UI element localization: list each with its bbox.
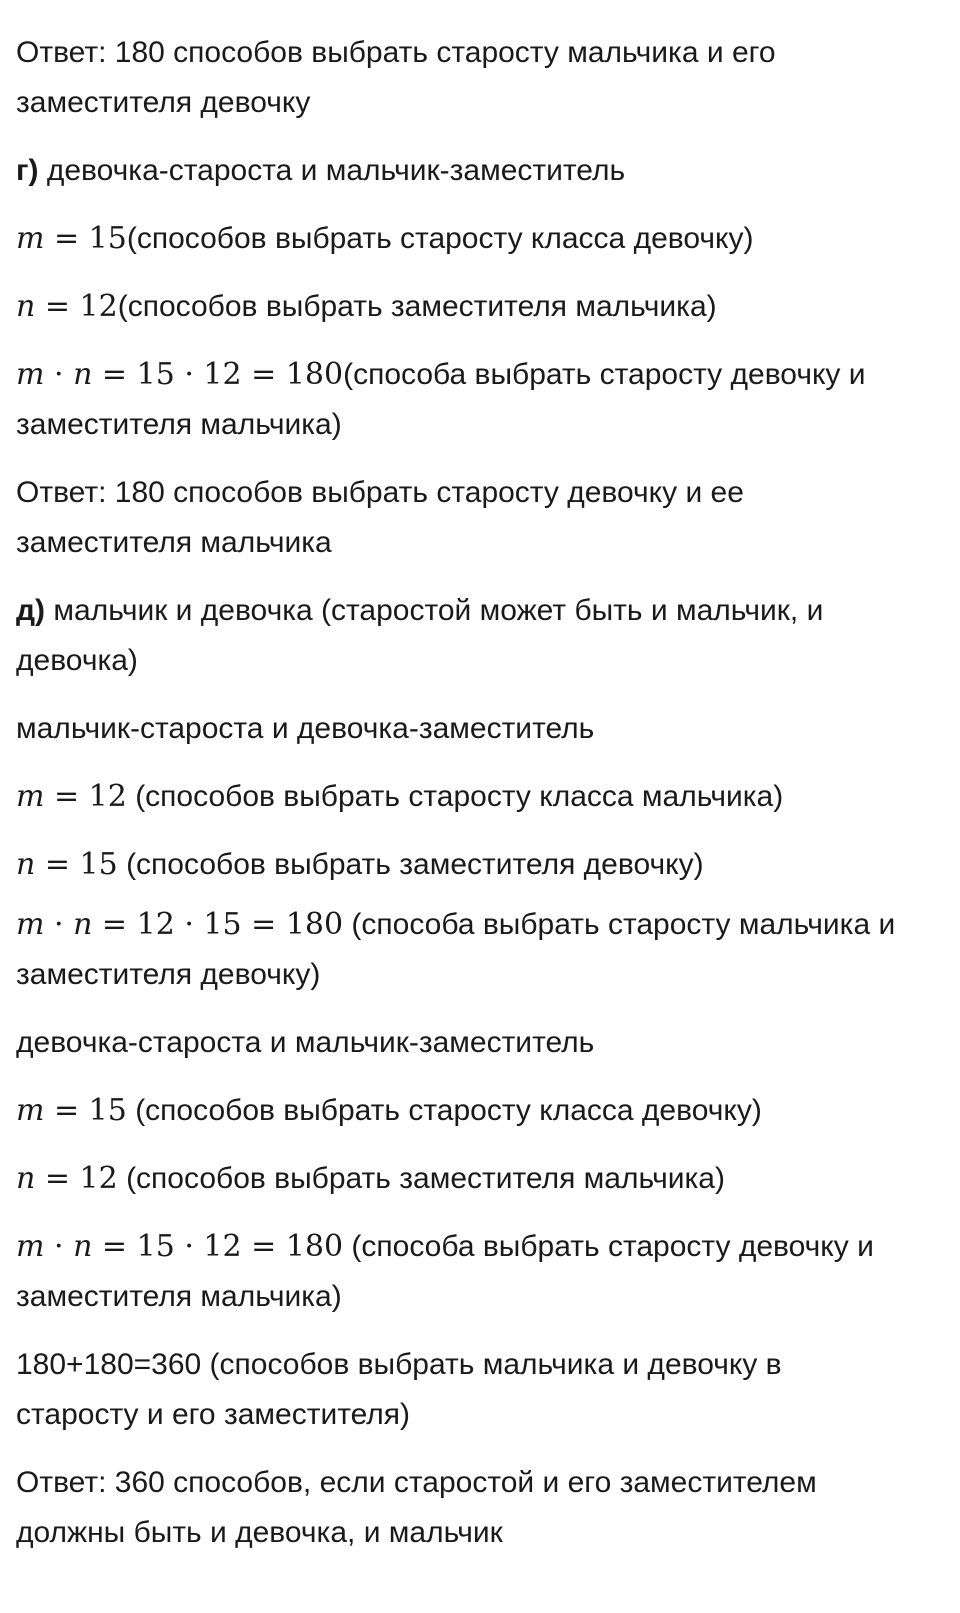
part-d-case1-n-text: (способов выбрать заместителя девочку): [117, 848, 704, 881]
var-n: n: [73, 1229, 93, 1264]
part-d-case2-n-text: (способов выбрать заместителя мальчика): [117, 1162, 725, 1195]
part-g-product-a: 15: [136, 357, 175, 392]
equals-sign: =: [241, 357, 286, 392]
part-g-n-value: 12: [79, 289, 118, 324]
part-d-case1-product-a: 12: [136, 907, 175, 942]
part-d-case1-heading-text: мальчик-староста и девочка-заместитель: [16, 712, 595, 745]
part-g-product-text-line1: (способа выбрать старосту девочку и: [343, 358, 866, 391]
equals-sign: =: [92, 1229, 137, 1264]
part-g-m-math: [16, 221, 127, 256]
part-d-case2-n-formula: [16, 1154, 946, 1204]
part-d-case1-n-value: 15: [79, 847, 118, 882]
part-g-product-result: 180: [285, 357, 344, 392]
var-m: m: [16, 779, 45, 814]
part-d-case2-product-math: [16, 1229, 343, 1264]
equals-sign: =: [35, 289, 80, 324]
var-m: m: [16, 1229, 45, 1264]
equals-sign: =: [35, 1161, 80, 1196]
part-d-case2-product-formula: [16, 1222, 946, 1322]
part-g-n-formula: [16, 282, 946, 332]
part-d-case1-m-math: [16, 779, 127, 814]
part-d-case2-m-text: (способов выбрать старосту класса девочку): [126, 1094, 762, 1127]
var-m: m: [16, 1093, 45, 1128]
part-d-heading-line2: девочка): [16, 644, 138, 677]
answer-previous: [16, 28, 946, 128]
part-d-case1-product-text-line2: заместителя девочку): [16, 958, 321, 991]
var-m: m: [16, 357, 45, 392]
part-d-case1-n-formula: [16, 840, 946, 890]
part-d-case2-product-text-line1: (способа выбрать старосту девочку и: [343, 1230, 874, 1263]
equals-sign: =: [35, 847, 80, 882]
equals-sign: =: [92, 357, 137, 392]
part-d-case1-product-result: 180: [285, 907, 344, 942]
part-g-n-text: (способов выбрать заместителя мальчика): [117, 290, 717, 323]
var-n: n: [73, 907, 93, 942]
part-d-case2-n-value: 12: [79, 1161, 118, 1196]
part-d-sum-line2: старосту и его заместителя): [16, 1398, 411, 1431]
part-d-case2-m-math: [16, 1093, 127, 1128]
part-d-case1-m-text: (способов выбрать старосту класса мальчика): [126, 780, 784, 813]
part-g-answer: [16, 468, 946, 568]
var-m: m: [16, 907, 45, 942]
dot-operator: ·: [44, 907, 74, 942]
part-d-case2-product-text-line2: заместителя мальчика): [16, 1280, 342, 1313]
equals-sign: =: [241, 907, 286, 942]
dot-operator: ·: [44, 1229, 74, 1264]
part-d-case2-product-b: 12: [203, 1229, 242, 1264]
dot-operator: ·: [174, 1229, 204, 1264]
var-n: n: [16, 289, 36, 324]
part-d-sum: [16, 1340, 946, 1440]
part-d-marker: д): [16, 594, 46, 627]
part-d-case1-product-formula: [16, 900, 946, 1000]
part-g-marker: г): [16, 154, 39, 187]
part-g-answer-line1: Ответ: 180 способов выбрать старосту девочку и ее: [16, 476, 744, 509]
dot-operator: ·: [174, 357, 204, 392]
var-n: n: [16, 847, 36, 882]
equals-sign: =: [44, 779, 89, 814]
part-g-product-formula: [16, 350, 946, 450]
part-d-case2-heading: [16, 1018, 946, 1068]
dot-operator: ·: [174, 907, 204, 942]
part-d-case1-m-formula: [16, 772, 946, 822]
part-d-case2-n-math: [16, 1161, 118, 1196]
part-d-heading: [16, 586, 946, 686]
equals-sign: =: [44, 221, 89, 256]
part-d-answer: [16, 1458, 946, 1558]
part-d-case1-m-value: 12: [88, 779, 127, 814]
equals-sign: =: [44, 1093, 89, 1128]
part-g-answer-line2: заместителя мальчика: [16, 526, 332, 559]
part-d-sum-line1: 180+180=360 (способов выбрать мальчика и девочку в: [16, 1348, 782, 1381]
part-d-case2-product-result: 180: [285, 1229, 344, 1264]
part-g-n-math: [16, 289, 118, 324]
part-d-case2-product-a: 15: [136, 1229, 175, 1264]
part-d-case1-n-math: [16, 847, 118, 882]
part-d-case1-product-math: [16, 907, 343, 942]
part-g-m-text: (способов выбрать старосту класса девочку): [126, 222, 754, 255]
equals-sign: =: [92, 907, 137, 942]
answer-previous-line1: Ответ: 180 способов выбрать старосту мальчика и его: [16, 36, 776, 69]
part-d-case2-heading-text: девочка-староста и мальчик-заместитель: [16, 1026, 595, 1059]
answer-previous-line2: заместителя девочку: [16, 86, 311, 119]
part-d-case1-product-text-line1: (способа выбрать старосту мальчика и: [343, 908, 896, 941]
part-d-answer-line2: должны быть и девочка, и мальчик: [16, 1516, 503, 1549]
part-g-m-formula: [16, 214, 946, 264]
part-g-m-value: 15: [88, 221, 127, 256]
part-g-heading-text: девочка-староста и мальчик-заместитель: [38, 154, 626, 187]
var-n: n: [16, 1161, 36, 1196]
part-d-case2-m-value: 15: [88, 1093, 127, 1128]
part-d-case1-product-b: 15: [203, 907, 242, 942]
part-g-product-b: 12: [203, 357, 242, 392]
part-g-product-math: [16, 357, 343, 392]
equals-sign: =: [241, 1229, 286, 1264]
part-d-case2-m-formula: [16, 1086, 946, 1136]
dot-operator: ·: [44, 357, 74, 392]
var-n: n: [73, 357, 93, 392]
part-d-case1-heading: [16, 704, 946, 754]
part-g-product-text-line2: заместителя мальчика): [16, 408, 342, 441]
var-m: m: [16, 221, 45, 256]
part-d-answer-line1: Ответ: 360 способов, если старостой и его заместителем: [16, 1466, 817, 1499]
part-d-heading-line1: мальчик и девочка (старостой может быть и мальчик, и: [45, 594, 824, 627]
part-g-heading: [16, 146, 946, 196]
